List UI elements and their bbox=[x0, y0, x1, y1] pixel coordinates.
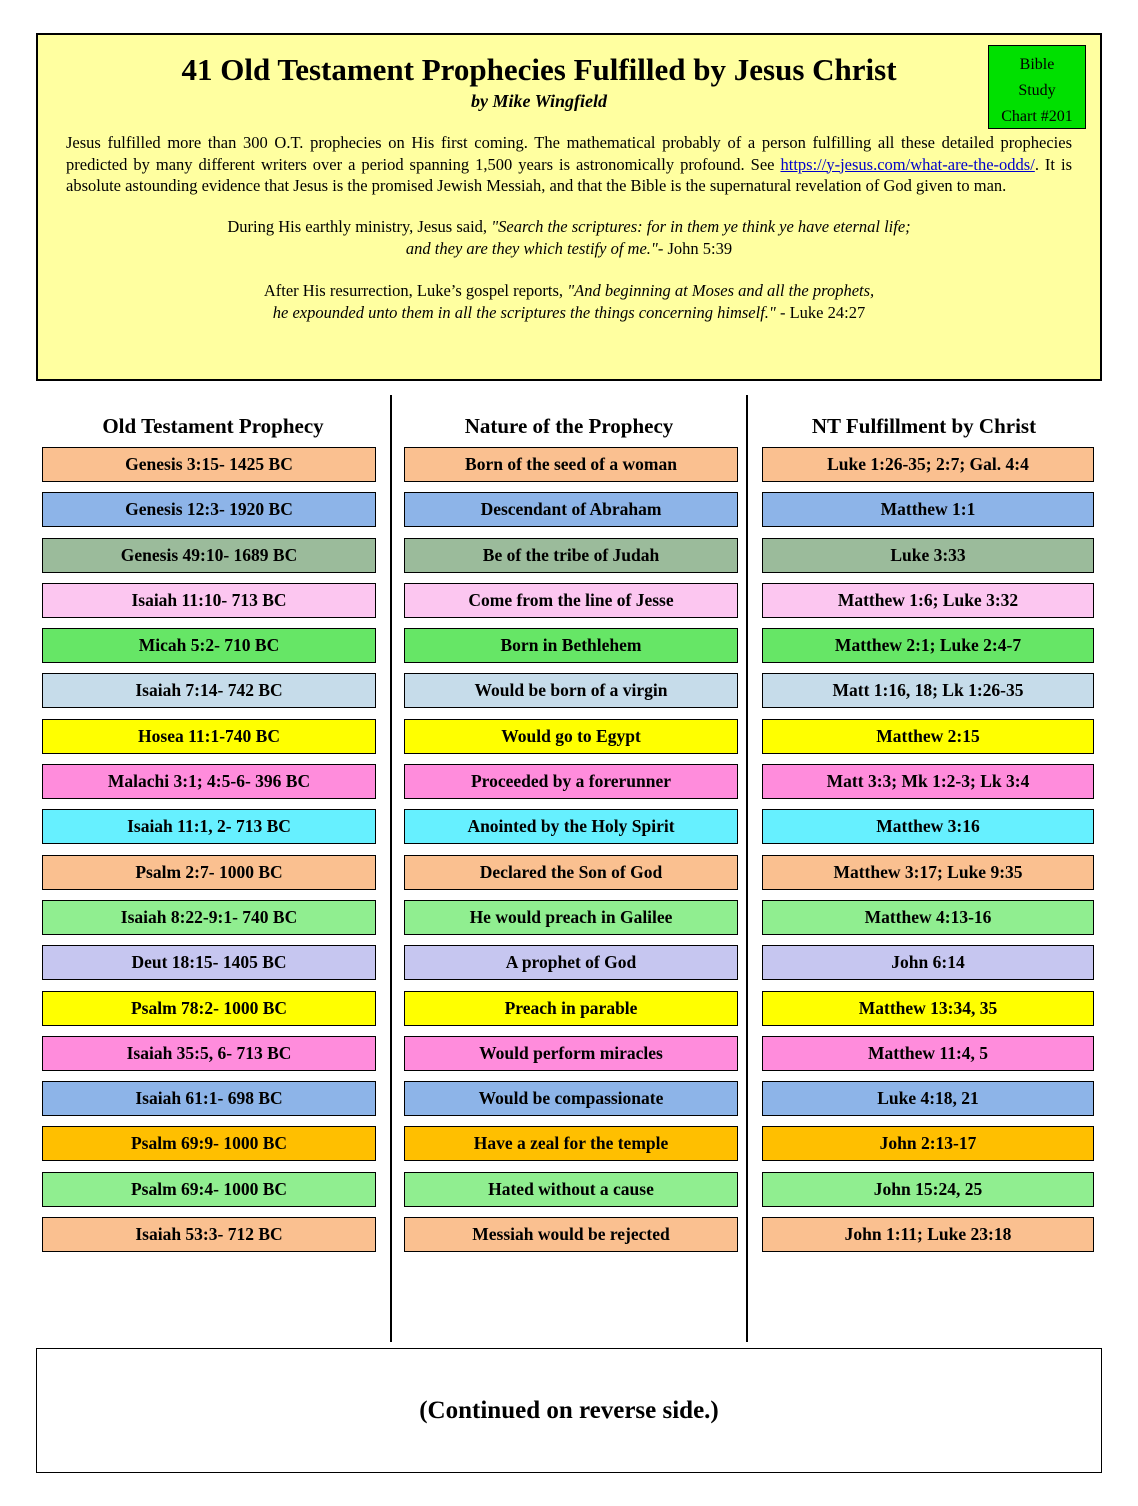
fulfillment-cell: Matthew 4:13-16 bbox=[762, 900, 1094, 935]
fulfillment-cell: John 6:14 bbox=[762, 945, 1094, 980]
prophecy-cell: Psalm 69:9- 1000 BC bbox=[42, 1126, 376, 1161]
fulfillment-cell: Matthew 2:15 bbox=[762, 719, 1094, 754]
quote-1-ref: - John 5:39 bbox=[657, 239, 733, 259]
prophecy-cell: Isaiah 53:3- 712 BC bbox=[42, 1217, 376, 1252]
prophecy-cell: Hosea 11:1-740 BC bbox=[42, 719, 376, 754]
nature-cell: Have a zeal for the temple bbox=[404, 1126, 738, 1161]
column-nature-of-prophecy bbox=[392, 395, 748, 1342]
intro-text-part-2: . It is absolute astounding evidence that Jesus is the promised Jewish Messiah, and that the Bible is the supernatural revelation of God given to man. bbox=[66, 154, 1072, 195]
column-2-cells bbox=[392, 447, 746, 1252]
badge-line-2: Study bbox=[1018, 81, 1056, 99]
fulfillment-cell: Matthew 13:34, 35 bbox=[762, 991, 1094, 1026]
quote-1-text-2: and they are they which testify of me." bbox=[405, 239, 658, 259]
badge-line-3: Chart #201 bbox=[1001, 107, 1073, 125]
column-header-2: Nature of the Prophecy bbox=[464, 414, 674, 438]
nature-cell: Born in Bethlehem bbox=[404, 628, 738, 663]
prophecy-cell: Genesis 12:3- 1920 BC bbox=[42, 492, 376, 527]
fulfillment-cell: Matthew 11:4, 5 bbox=[762, 1036, 1094, 1071]
intro-text-part-1: Jesus fulfilled more than 300 O.T. prophecies on His first coming. The mathematical probably of a person fulfilling all these detailed prophecies predicted by many different writers over a period spanning 1,500 years is astronomically profound. See bbox=[66, 133, 1072, 174]
nature-cell: Would perform miracles bbox=[404, 1036, 738, 1071]
prophecy-cell: Micah 5:2- 710 BC bbox=[42, 628, 376, 663]
nature-cell: Declared the Son of God bbox=[404, 855, 738, 890]
intro-paragraph bbox=[66, 132, 1072, 196]
fulfillment-cell: John 2:13-17 bbox=[762, 1126, 1094, 1161]
column-3-cells bbox=[748, 447, 1100, 1252]
nature-cell: Come from the line of Jesse bbox=[404, 583, 738, 618]
fulfillment-cell: Matthew 1:6; Luke 3:32 bbox=[762, 583, 1094, 618]
column-1-cells bbox=[36, 447, 390, 1252]
nature-cell: Anointed by the Holy Spirit bbox=[404, 809, 738, 844]
fulfillment-cell: Matthew 3:17; Luke 9:35 bbox=[762, 855, 1094, 890]
prophecy-cell: Genesis 3:15- 1425 BC bbox=[42, 447, 376, 482]
fulfillment-cell: Matt 3:3; Mk 1:2-3; Lk 3:4 bbox=[762, 764, 1094, 799]
fulfillment-cell: Matthew 1:1 bbox=[762, 492, 1094, 527]
prophecy-table bbox=[36, 395, 1102, 1342]
nature-cell: Be of the tribe of Judah bbox=[404, 538, 738, 573]
nature-cell: Messiah would be rejected bbox=[404, 1217, 738, 1252]
column-nt-fulfillment bbox=[748, 395, 1100, 1342]
fulfillment-cell: Matthew 2:1; Luke 2:4-7 bbox=[762, 628, 1094, 663]
footer-panel bbox=[36, 1348, 1102, 1473]
chart-badge bbox=[988, 45, 1086, 129]
column-header-3: NT Fulfillment by Christ bbox=[811, 414, 1037, 438]
odds-link[interactable]: https://y-jesus.com/what-are-the-odds/ bbox=[780, 154, 1035, 174]
prophecy-cell: Psalm 2:7- 1000 BC bbox=[42, 855, 376, 890]
quote-1-text: "Search the scriptures: for in them ye think ye have eternal life; bbox=[491, 217, 911, 237]
nature-cell: Born of the seed of a woman bbox=[404, 447, 738, 482]
quote-2-ref: - Luke 24:27 bbox=[775, 302, 866, 322]
nature-cell: Preach in parable bbox=[404, 991, 738, 1026]
fulfillment-cell: Luke 4:18, 21 bbox=[762, 1081, 1094, 1116]
quote-1-lead: During His earthly ministry, Jesus said, bbox=[227, 217, 488, 237]
prophecy-cell: Isaiah 11:1, 2- 713 BC bbox=[42, 809, 376, 844]
prophecy-cell: Psalm 78:2- 1000 BC bbox=[42, 991, 376, 1026]
fulfillment-cell: Luke 3:33 bbox=[762, 538, 1094, 573]
header-panel bbox=[36, 33, 1102, 381]
quote-2-text-2: he expounded unto them in all the scriptures the things concerning himself." bbox=[272, 302, 776, 322]
quote-2-text: "And beginning at Moses and all the prophets, bbox=[567, 280, 875, 300]
page-title: 41 Old Testament Prophecies Fulfilled by Jesus Christ bbox=[181, 52, 897, 87]
author-byline: by Mike Wingfield bbox=[471, 91, 607, 112]
column-header-1: Old Testament Prophecy bbox=[102, 414, 324, 438]
fulfillment-cell: Matthew 3:16 bbox=[762, 809, 1094, 844]
prophecy-cell: Isaiah 11:10- 713 BC bbox=[42, 583, 376, 618]
fulfillment-cell: John 15:24, 25 bbox=[762, 1172, 1094, 1207]
quote-block-2 bbox=[78, 280, 1060, 324]
badge-line-1: Bible bbox=[1019, 56, 1055, 73]
quote-block-1 bbox=[78, 216, 1060, 260]
nature-cell: He would preach in Galilee bbox=[404, 900, 738, 935]
column-old-testament-prophecy bbox=[36, 395, 392, 1342]
nature-cell: Would be compassionate bbox=[404, 1081, 738, 1116]
nature-cell: Hated without a cause bbox=[404, 1172, 738, 1207]
nature-cell: Would be born of a virgin bbox=[404, 673, 738, 708]
fulfillment-cell: Matt 1:16, 18; Lk 1:26-35 bbox=[762, 673, 1094, 708]
nature-cell: Would go to Egypt bbox=[404, 719, 738, 754]
prophecy-cell: Psalm 69:4- 1000 BC bbox=[42, 1172, 376, 1207]
prophecy-cell: Isaiah 7:14- 742 BC bbox=[42, 673, 376, 708]
nature-cell: Proceeded by a forerunner bbox=[404, 764, 738, 799]
prophecy-cell: Isaiah 35:5, 6- 713 BC bbox=[42, 1036, 376, 1071]
fulfillment-cell: Luke 1:26-35; 2:7; Gal. 4:4 bbox=[762, 447, 1094, 482]
fulfillment-cell: John 1:11; Luke 23:18 bbox=[762, 1217, 1094, 1252]
prophecy-cell: Isaiah 61:1- 698 BC bbox=[42, 1081, 376, 1116]
nature-cell: Descendant of Abraham bbox=[404, 492, 738, 527]
footer-note: (Continued on reverse side.) bbox=[419, 1396, 719, 1424]
quote-2-lead: After His resurrection, Luke’s gospel reports, bbox=[263, 280, 564, 300]
prophecy-cell: Malachi 3:1; 4:5-6- 396 BC bbox=[42, 764, 376, 799]
prophecy-cell: Deut 18:15- 1405 BC bbox=[42, 945, 376, 980]
prophecy-cell: Isaiah 8:22-9:1- 740 BC bbox=[42, 900, 376, 935]
prophecy-cell: Genesis 49:10- 1689 BC bbox=[42, 538, 376, 573]
nature-cell: A prophet of God bbox=[404, 945, 738, 980]
